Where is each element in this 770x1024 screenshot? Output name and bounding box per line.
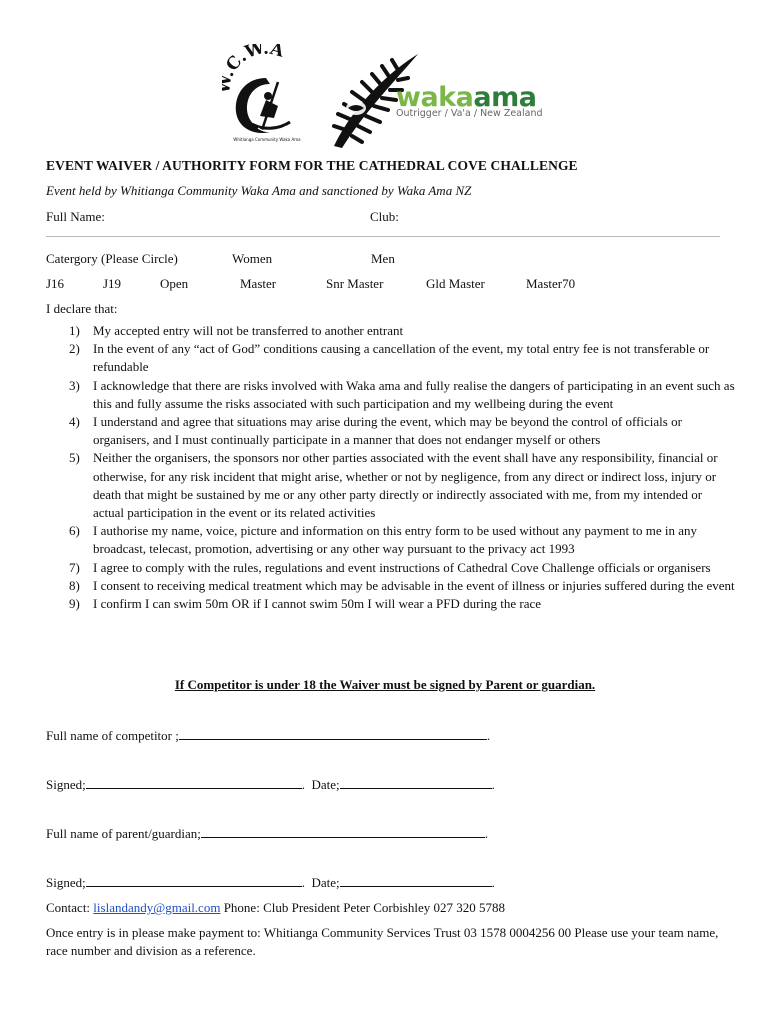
list-item-number: 8) <box>69 577 80 593</box>
list-item <box>46 559 736 577</box>
list-item-text: Neither the organisers, the sponsors nor other parties associated with the event shall have any responsibility, financial or otherwise, for any risk incident that might arise, whether or not by negligence, from any direct or indirect loss, injury or death that might be sustained by me or any other party directly or indirectly associated with me, from my intended or actual participation in the event or its related activities <box>93 450 718 521</box>
wcwa-logo <box>222 44 310 146</box>
divider <box>46 236 720 237</box>
wcwa-arc-text: C.W.A <box>222 44 286 76</box>
signed-label: Signed; <box>46 777 86 792</box>
list-item-number: 7) <box>69 559 80 575</box>
list-item-number: 2) <box>69 341 80 357</box>
list-item <box>46 522 736 558</box>
list-item-text: I agree to comply with the rules, regulations and event instructions of Cathedral Cove Challenge officials or organisers <box>93 559 711 575</box>
competitor-signature-row <box>46 776 495 793</box>
signed-label: Signed; <box>46 875 86 890</box>
payment-instructions: Once entry is in please make payment to: Whitianga Community Services Trust 03 1578 0004256 00 Please use your team name, race number and division as a reference. <box>46 925 719 958</box>
list-item-text: I understand and agree that situations may arise during the event, which may be beyond the control of officials or organisers, and I must continually participate in a manner that does not endanger myself or others <box>93 414 682 448</box>
category-option-j19: J19 <box>103 276 122 291</box>
competitor-name-label: Full name of competitor ; <box>46 728 179 743</box>
parent-name-row <box>46 825 488 842</box>
category-women: Women <box>232 251 273 266</box>
contact-label: Contact: <box>46 900 91 915</box>
list-item-text: I acknowledge that there are risks involved with Waka ama and fully realise the dangers of participating in an event such as this and fully assume the risks associated with such participation and my wellbeing during the event <box>93 377 735 411</box>
list-item-number: 5) <box>69 450 80 466</box>
date-label: Date; <box>311 777 340 792</box>
category-option-gld-master: Gld Master <box>426 276 485 291</box>
wcwa-caption: Whitianga Community Waka Ama <box>233 137 301 142</box>
category-label: Catergory (Please Circle) <box>46 251 178 266</box>
date-label: Date; <box>311 875 340 890</box>
list-item-number: 4) <box>69 414 80 430</box>
parent-name-trail: . <box>484 826 489 841</box>
category-option-master70: Master70 <box>526 276 576 291</box>
list-item <box>46 377 736 413</box>
list-item-number: 9) <box>69 596 80 612</box>
list-item-number: 6) <box>69 523 80 539</box>
list-item <box>46 322 736 340</box>
list-item-text: I confirm I can swim 50m OR if I cannot swim 50m I will wear a PFD during the race <box>93 596 542 612</box>
list-item-number: 1) <box>69 323 80 338</box>
category-men: Men <box>371 251 395 266</box>
competitor-name-line[interactable] <box>179 727 487 740</box>
form-subtitle: Event held by Whitianga Community Waka Ama and sanctioned by Waka Ama NZ <box>46 183 472 198</box>
parent-name-label: Full name of parent/guardian; <box>46 826 201 841</box>
competitor-name-trail: . <box>486 728 491 743</box>
list-item-text: I consent to receiving medical treatment which may be advisable in the event of illness or injuries suffered during the event <box>93 577 735 593</box>
full-name-label: Full Name: <box>46 209 105 224</box>
contact-phone: Phone: Club President Peter Corbishley 027 320 5788 <box>223 900 505 915</box>
club-label: Club: <box>370 209 399 224</box>
declaration-list <box>46 322 736 613</box>
date-trail: . <box>491 875 495 890</box>
parent-signature-row <box>46 874 495 891</box>
wakaama-tagline: Outrigger / Va'a / New Zealand <box>396 108 543 119</box>
declaration-intro: I declare that: <box>46 301 118 316</box>
category-option-j16: J16 <box>46 276 65 291</box>
wakaama-wordmark-part2: ama <box>473 82 537 113</box>
list-item <box>46 340 736 376</box>
category-option-master: Master <box>240 276 277 291</box>
list-item <box>46 577 736 595</box>
list-item <box>46 413 736 449</box>
parent-name-line[interactable] <box>201 825 485 838</box>
signed-trail: . <box>301 777 305 792</box>
category-option-open: Open <box>160 276 189 291</box>
signed-trail: . <box>301 875 305 890</box>
list-item <box>46 449 736 522</box>
list-item-text: In the event of any “act of God” conditions causing a cancellation of the event, my total entry fee is not transferable or refundable <box>93 341 710 375</box>
parent-signature-line[interactable] <box>86 874 302 887</box>
competitor-date-line[interactable] <box>340 776 492 789</box>
competitor-name-row <box>46 727 490 744</box>
under-18-notice: If Competitor is under 18 the Waiver must be signed by Parent or guardian. <box>174 677 596 692</box>
parent-date-line[interactable] <box>340 874 492 887</box>
list-item <box>46 595 736 613</box>
list-item-text: My accepted entry will not be transferred to another entrant <box>93 323 404 338</box>
competitor-signature-line[interactable] <box>86 776 302 789</box>
list-item-text: I authorise my name, voice, picture and information on this entry form to be used without any payment to me in any broadcast, telecast, promotion, advertising or any other way pursuant to the privacy act 1993 <box>93 523 697 557</box>
date-trail: . <box>491 777 495 792</box>
category-option-snr-master: Snr Master <box>326 276 384 291</box>
contact-email-link[interactable]: lislandandy@gmail.com <box>93 900 221 915</box>
contact-row <box>46 899 505 916</box>
wakaama-wordmark-part1: waka <box>396 82 474 113</box>
form-title: EVENT WAIVER / AUTHORITY FORM FOR THE CATHEDRAL COVE CHALLENGE <box>46 158 578 173</box>
list-item-number: 3) <box>69 377 80 393</box>
